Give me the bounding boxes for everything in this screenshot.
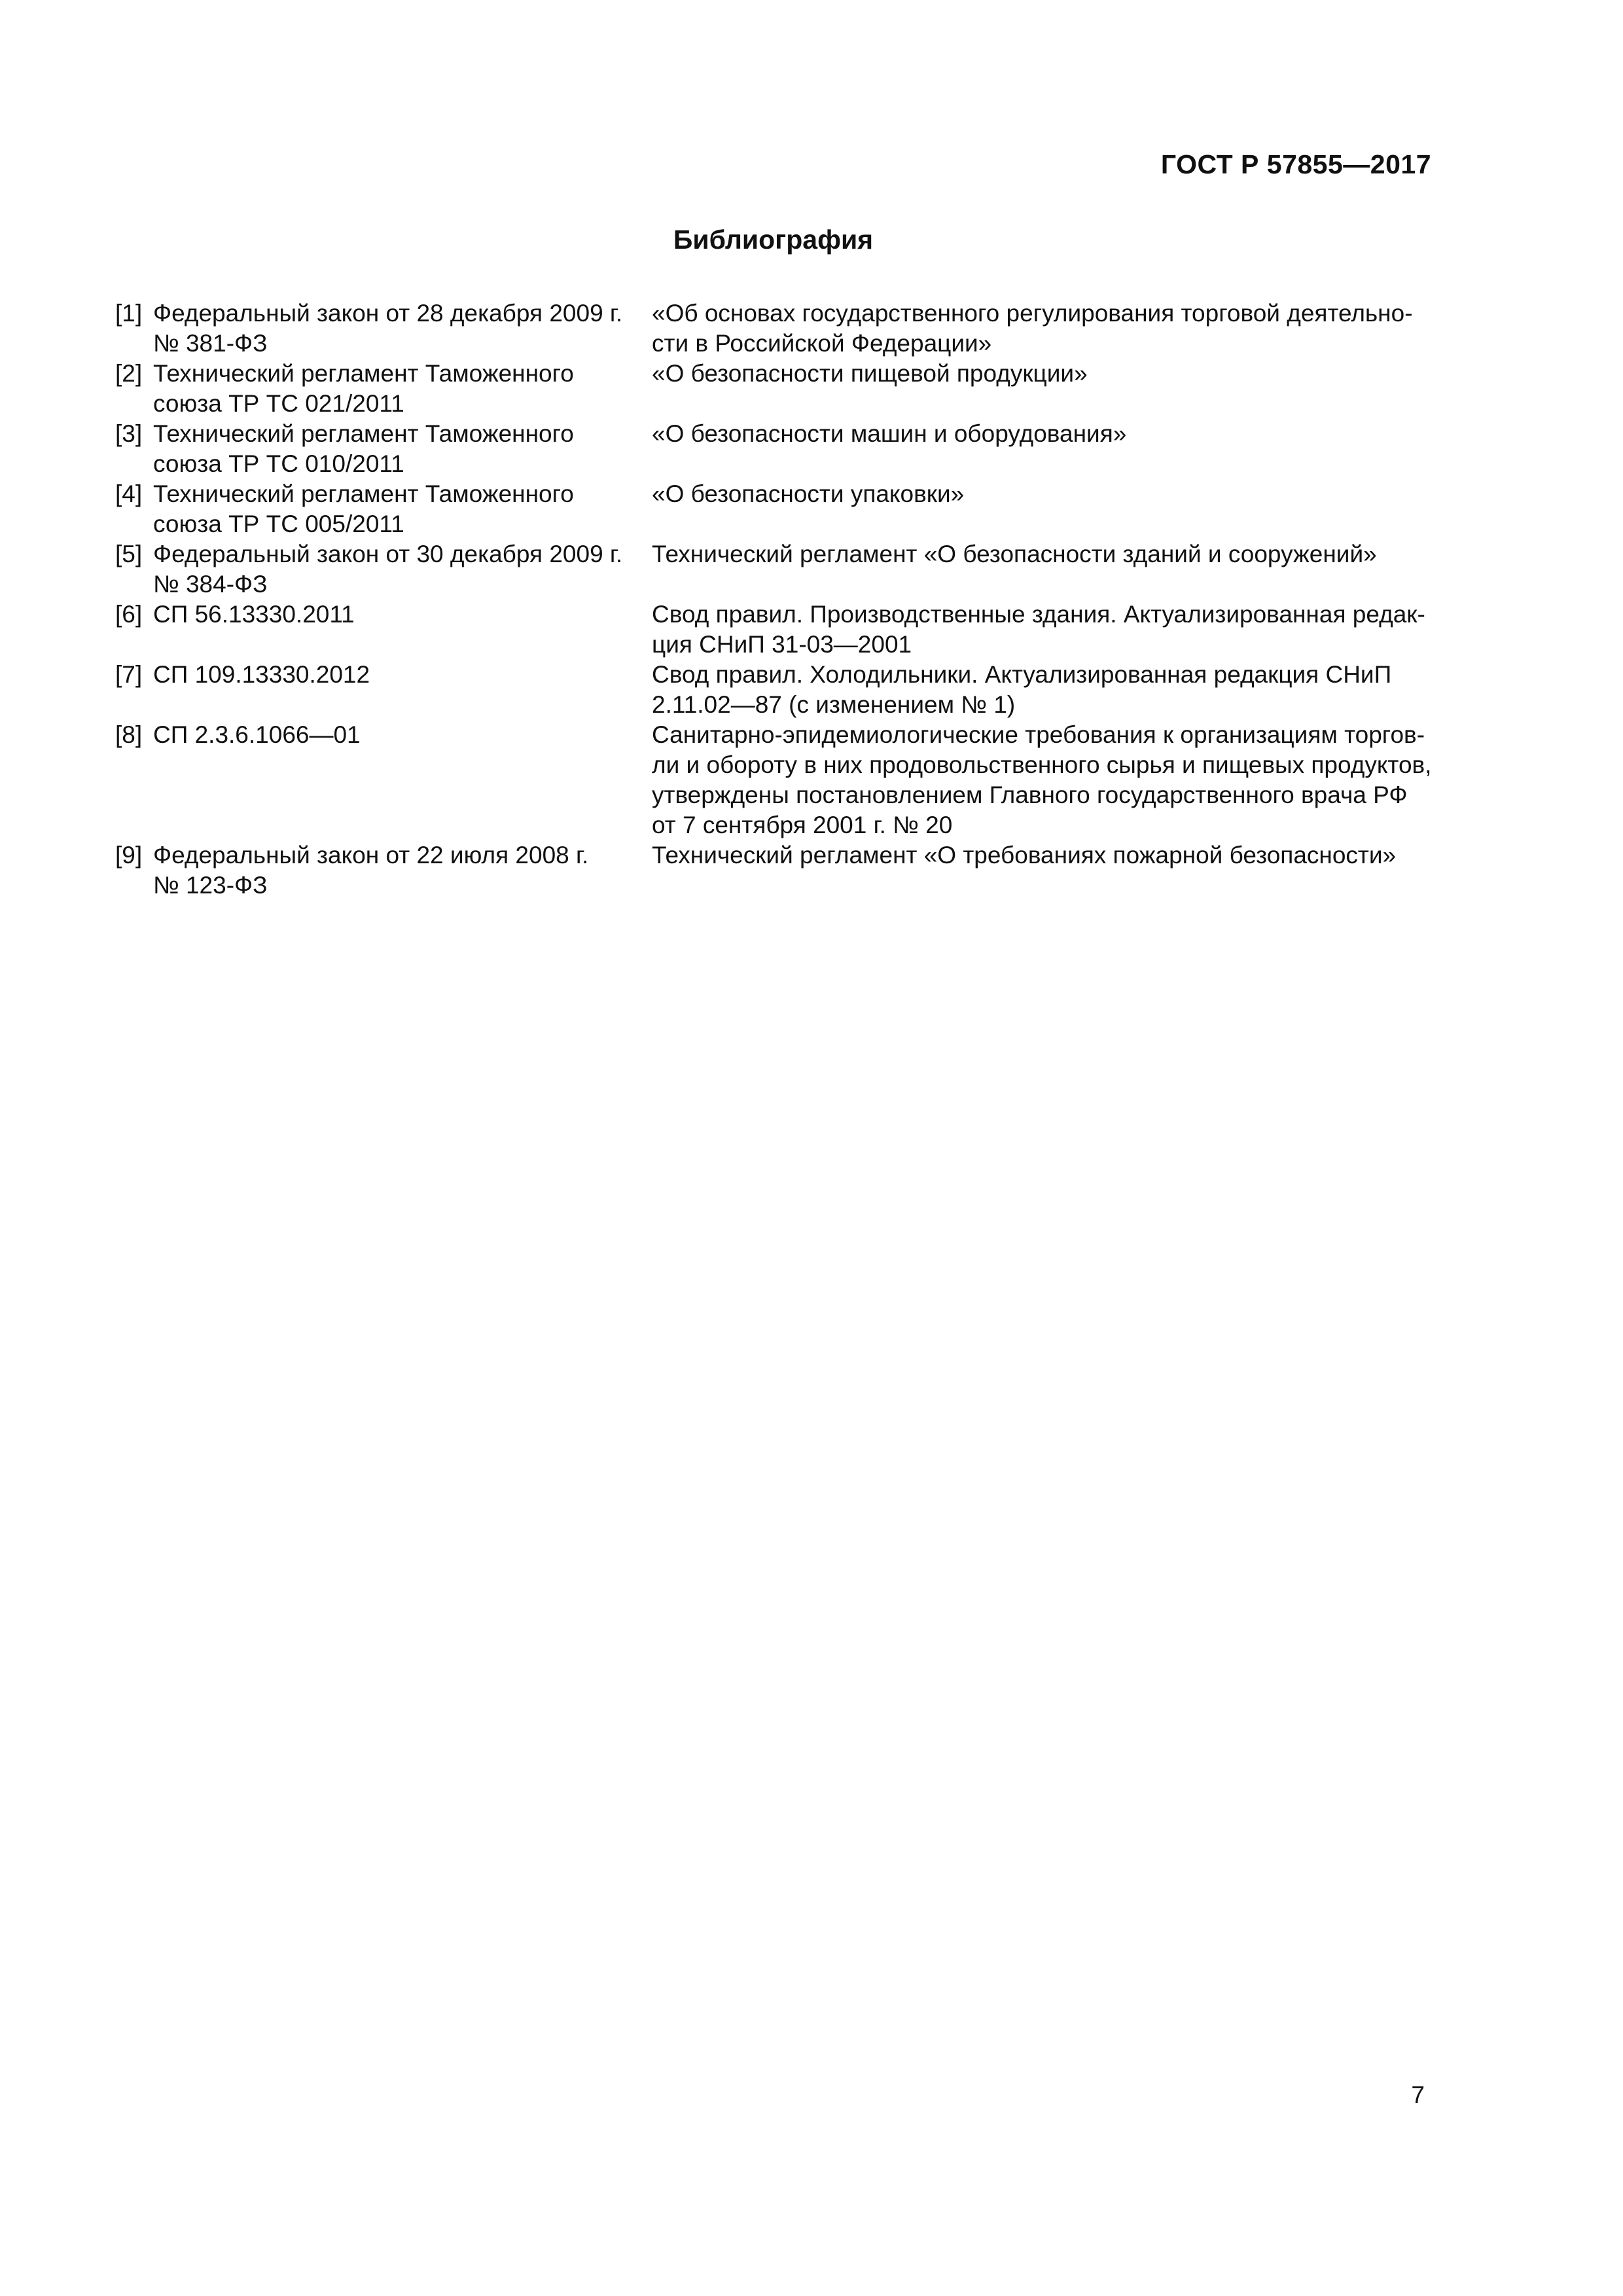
entry-title: Технический регламент «О безопасности зданий и сооружений» bbox=[652, 541, 1377, 567]
entry-source: СП 109.13330.2012 bbox=[153, 661, 370, 688]
entry-number: [3] bbox=[115, 420, 143, 447]
document-code: ГОСТ Р 57855—2017 bbox=[1160, 149, 1431, 179]
entry-title: Технический регламент «О требованиях пожарной безопасности» bbox=[652, 842, 1397, 869]
page-number: 7 bbox=[1411, 2081, 1425, 2108]
bibliography-entry-1 bbox=[115, 298, 1433, 359]
bibliography-entry-7 bbox=[115, 660, 1433, 720]
entry-number: [6] bbox=[115, 601, 143, 628]
bibliography-entry-3 bbox=[115, 419, 1433, 479]
entry-source: СП 2.3.6.1066—01 bbox=[153, 721, 361, 748]
entry-title: Свод правил. Производственные здания. Актуализированная редак- ция СНиП 31-03—2001 bbox=[652, 601, 1425, 658]
bibliography-entry-8 bbox=[115, 720, 1433, 840]
entry-source: Технический регламент Таможенного союза ТР ТС 005/2011 bbox=[153, 480, 574, 537]
entry-number: [1] bbox=[115, 300, 143, 327]
entry-number: [8] bbox=[115, 721, 143, 748]
entry-number: [2] bbox=[115, 360, 143, 387]
entry-number: [4] bbox=[115, 480, 143, 507]
entry-source: Федеральный закон от 22 июля 2008 г. № 123-ФЗ bbox=[153, 842, 589, 899]
entry-number: [5] bbox=[115, 541, 143, 567]
bibliography-entry-2 bbox=[115, 359, 1433, 419]
entry-title: «О безопасности упаковки» bbox=[652, 480, 965, 507]
entry-title: Санитарно-эпидемиологические требования к организациям торгов- ли и обороту в них продовольственного сырья и пищевых продуктов, утверждены постановлением Главного государственного врача РФ от 7 сентября 2001 г. № 20 bbox=[652, 721, 1432, 838]
bibliography-entry-4 bbox=[115, 479, 1433, 539]
entry-source: СП 56.13330.2011 bbox=[153, 601, 355, 628]
entry-source: Технический регламент Таможенного союза ТР ТС 010/2011 bbox=[153, 420, 574, 477]
bibliography-heading: Библиография bbox=[673, 224, 874, 255]
bibliography-entry-9 bbox=[115, 840, 1433, 901]
entry-source: Технический регламент Таможенного союза ТР ТС 021/2011 bbox=[153, 360, 574, 417]
bibliography-list bbox=[115, 298, 1433, 901]
entry-source: Федеральный закон от 30 декабря 2009 г. № 384-ФЗ bbox=[153, 541, 623, 598]
entry-number: [9] bbox=[115, 842, 143, 869]
bibliography-entry-6 bbox=[115, 600, 1433, 660]
entry-title: «Об основах государственного регулирования торговой деятельно- сти в Российской Федерации» bbox=[652, 300, 1413, 357]
entry-title: «О безопасности машин и оборудования» bbox=[652, 420, 1127, 447]
entry-source: Федеральный закон от 28 декабря 2009 г. № 381-ФЗ bbox=[153, 300, 623, 357]
entry-title: Свод правил. Холодильники. Актуализированная редакция СНиП 2.11.02—87 (с изменением № 1) bbox=[652, 661, 1392, 718]
entry-number: [7] bbox=[115, 661, 143, 688]
bibliography-entry-5 bbox=[115, 539, 1433, 600]
entry-title: «О безопасности пищевой продукции» bbox=[652, 360, 1088, 387]
